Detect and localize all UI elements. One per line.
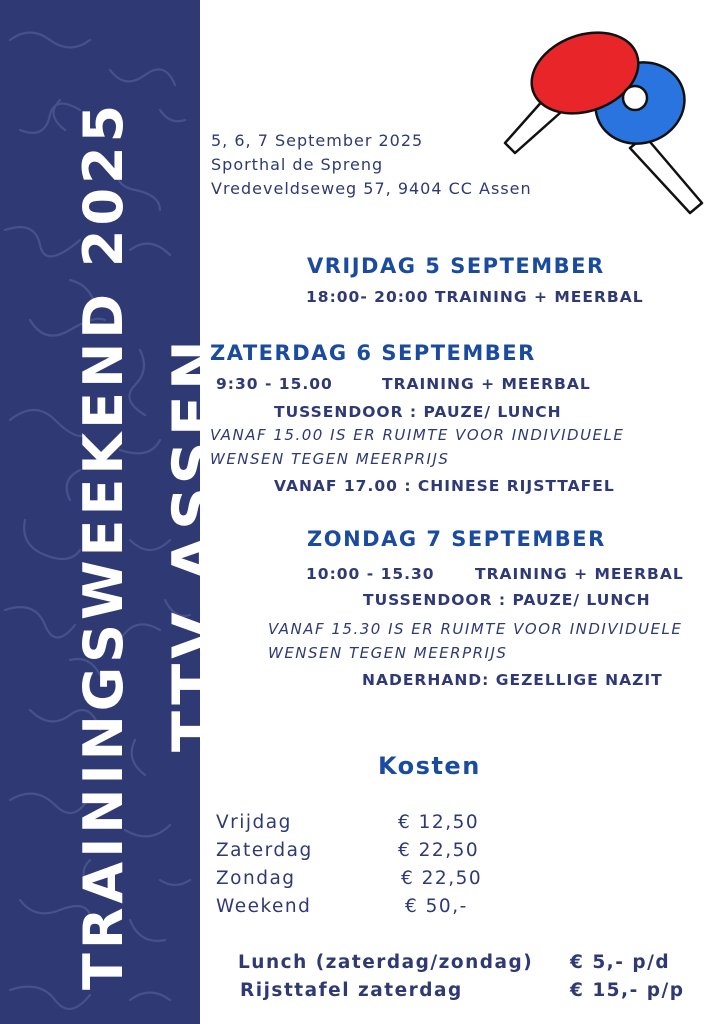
costs-heading: Kosten: [378, 752, 481, 780]
saturday-heading: ZATERDAG 6 SEPTEMBER: [210, 341, 536, 365]
saturday-note-2: WENSEN TEGEN MEERPRIJS: [210, 450, 450, 468]
cost-price-friday: € 12,50: [398, 812, 480, 833]
extra-lunch-price: € 5,- p/d: [570, 952, 671, 973]
sunday-note-2: WENSEN TEGEN MEERPRIJS: [268, 644, 508, 662]
friday-schedule: 18:00- 20:00 TRAINING + MEERBAL: [306, 288, 644, 306]
sunday-break: TUSSENDOOR : PAUZE/ LUNCH: [363, 591, 651, 609]
friday-heading: VRIJDAG 5 SEPTEMBER: [307, 254, 605, 278]
club-name: TTV ASSEN: [160, 335, 230, 752]
cost-label-weekend: Weekend: [216, 896, 312, 917]
cost-price-saturday: € 22,50: [398, 840, 480, 861]
cost-price-weekend: € 50,-: [405, 896, 468, 917]
extra-rijsttafel-price: € 15,- p/p: [570, 980, 685, 1001]
event-dates: 5, 6, 7 September 2025: [211, 131, 424, 150]
cost-label-sunday: Zondag: [216, 868, 296, 889]
extra-lunch-label: Lunch (zaterdag/zondag): [238, 952, 534, 973]
sunday-heading: ZONDAG 7 SEPTEMBER: [307, 527, 606, 551]
saturday-break: TUSSENDOOR : PAUZE/ LUNCH: [274, 403, 562, 421]
cost-price-sunday: € 22,50: [401, 868, 483, 889]
sidebar: [0, 0, 230, 1024]
event-title: TRAININGSWEEKEND 2025: [72, 100, 135, 990]
extra-rijsttafel-label: Rijsttafel zaterdag: [240, 980, 463, 1001]
event-venue: Sporthal de Spreng: [211, 155, 384, 174]
sunday-after: NADERHAND: GEZELLIGE NAZIT: [362, 671, 663, 689]
saturday-dinner: VANAF 17.00 : CHINESE RIJSTTAFEL: [274, 477, 615, 495]
event-address: Vredeveldseweg 57, 9404 CC Assen: [211, 179, 532, 198]
sunday-activity: TRAINING + MEERBAL: [475, 565, 684, 583]
saturday-note: VANAF 15.00 IS ER RUIMTE VOOR INDIVIDUELE: [210, 426, 625, 444]
cost-label-friday: Vrijdag: [216, 812, 292, 833]
sunday-time: 10:00 - 15.30: [306, 565, 435, 583]
saturday-activity: TRAINING + MEERBAL: [382, 375, 591, 393]
cost-label-saturday: Zaterdag: [216, 840, 313, 861]
sunday-note: VANAF 15.30 IS ER RUIMTE VOOR INDIVIDUELE: [268, 620, 683, 638]
saturday-time: 9:30 - 15.00: [216, 375, 333, 393]
